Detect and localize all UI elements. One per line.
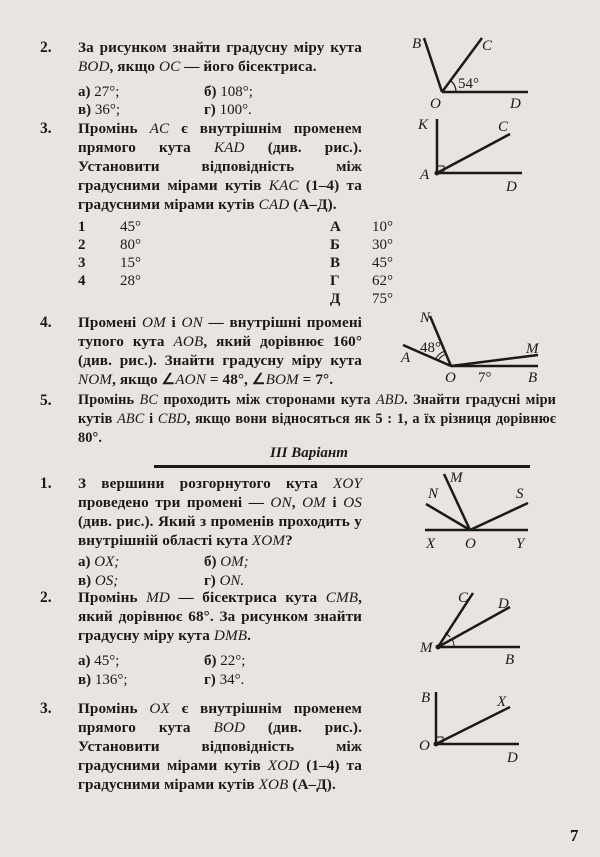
svg-text:C: C (498, 119, 509, 135)
task-text: За рисунком знайти градусну міру кута BOD, якщо OC — його бісектриса. (78, 39, 362, 75)
option-a: а) OX; (78, 554, 120, 570)
svg-text:B: B (421, 690, 431, 706)
option-g: г) 34°. (204, 672, 245, 688)
svg-text:X: X (497, 694, 507, 710)
option-g: г) ON. (204, 573, 245, 589)
task-text: Промінь AC є внутрішнім променем прямого кута KAD (див. рис.). Установити відповідність між градусними мірами кутів KAC (1–4) та градусними мірами кутів CAD (А–Д). (78, 120, 362, 213)
figure-angle-cmb (410, 588, 530, 673)
section-title: III Варіант (270, 445, 348, 461)
task-text: Промені OM і ON — внутрішні промені тупого кута AOB, який дорівнює 160° (див. рис.). Знайти градусну міру кута NOM, якщо ∠AON = 48°, ∠BOM = 7°. (78, 314, 362, 388)
section-divider (154, 465, 530, 468)
task-5 (0, 391, 600, 446)
figure-angle-xoy (410, 470, 540, 555)
option-v: в) 36°; (78, 102, 121, 118)
task-number: 2. (40, 589, 52, 606)
page-number: 7 (570, 826, 579, 845)
svg-text:C: C (458, 590, 469, 606)
option-v: в) OS; (78, 573, 119, 589)
figure-angle-kad (410, 115, 540, 200)
bisector-diagram (410, 588, 530, 668)
option-v: в) 136°; (78, 672, 128, 688)
svg-text:D: D (498, 596, 509, 612)
right-angle-diagram (415, 688, 545, 768)
task-text: З вершини розгорнутого кута XOY проведено три промені — ON, OM і OS (див. рис.). Який з променів проходить у внутрішній області кута XOM? (78, 475, 362, 549)
task-number: 5. (40, 392, 52, 409)
task-number: 3. (40, 120, 52, 137)
svg-text:S: S (516, 486, 524, 502)
obtuse-angle-diagram (395, 310, 555, 386)
svg-text:O: O (430, 96, 441, 112)
svg-text:K: K (418, 117, 429, 133)
svg-text:M: M (450, 470, 463, 486)
svg-text:D: D (506, 179, 517, 195)
option-a: а) 45°; (78, 653, 120, 669)
svg-text:D: D (510, 96, 521, 112)
task-text: Промінь OX є внутрішнім променем прямого кута BOD (див. рис.). Установити відповідність між градусними мірами кутів XOD (1–4) та градусними мірами кутів XOB (А–Д). (78, 700, 362, 793)
svg-text:N: N (428, 486, 439, 502)
option-b: б) 108°; (204, 84, 253, 100)
task-text: Промінь MD — бісектриса кута CMB, який дорівнює 68°. За рисунком знайти градусну міру кута DMB. (78, 589, 362, 644)
angle-diagram (400, 30, 560, 110)
svg-text:D: D (507, 750, 518, 766)
svg-text:O: O (419, 738, 430, 754)
svg-text:C: C (482, 38, 493, 54)
svg-text:B: B (412, 36, 422, 52)
svg-text:O: O (445, 370, 456, 386)
figure-angle-bod-2 (415, 688, 545, 773)
task-number: 1. (40, 475, 52, 492)
option-a: а) 27°; (78, 84, 120, 100)
svg-text:B: B (505, 652, 515, 668)
svg-text:M: M (420, 640, 433, 656)
svg-text:A: A (401, 350, 411, 366)
svg-text:B: B (528, 370, 538, 386)
option-b: б) 22°; (204, 653, 246, 669)
task-number: 4. (40, 314, 52, 331)
right-angle-diagram (410, 115, 540, 195)
svg-text:X: X (426, 536, 436, 552)
figure-angle-bod (400, 30, 560, 115)
task-number: 3. (40, 700, 52, 717)
option-g: г) 100°. (204, 102, 252, 118)
svg-text:Y: Y (516, 536, 525, 552)
figure-angle-aob (395, 310, 555, 385)
svg-text:48°: 48° (420, 340, 441, 356)
option-b: б) OM; (204, 554, 249, 570)
svg-text:O: O (465, 536, 476, 552)
svg-text:7°: 7° (478, 370, 492, 386)
svg-text:M: M (526, 341, 539, 357)
svg-text:A: A (420, 167, 430, 183)
svg-text:54°: 54° (458, 76, 479, 92)
svg-text:N: N (420, 310, 431, 326)
straight-angle-diagram (410, 470, 540, 550)
task-number: 2. (40, 39, 52, 56)
task-text: Промінь BC проходить між сторонами кута ABD. Знайти градусні міри кутів ABC і CBD, якщо вони відносяться як 5 : 1, а їх різниця дорівнює 80°. (78, 392, 556, 446)
matching-table: 1 45° 2 80° 3 15° 4 28° А 10° Б 30° В 45° Г 62° Д 75° (78, 219, 393, 307)
